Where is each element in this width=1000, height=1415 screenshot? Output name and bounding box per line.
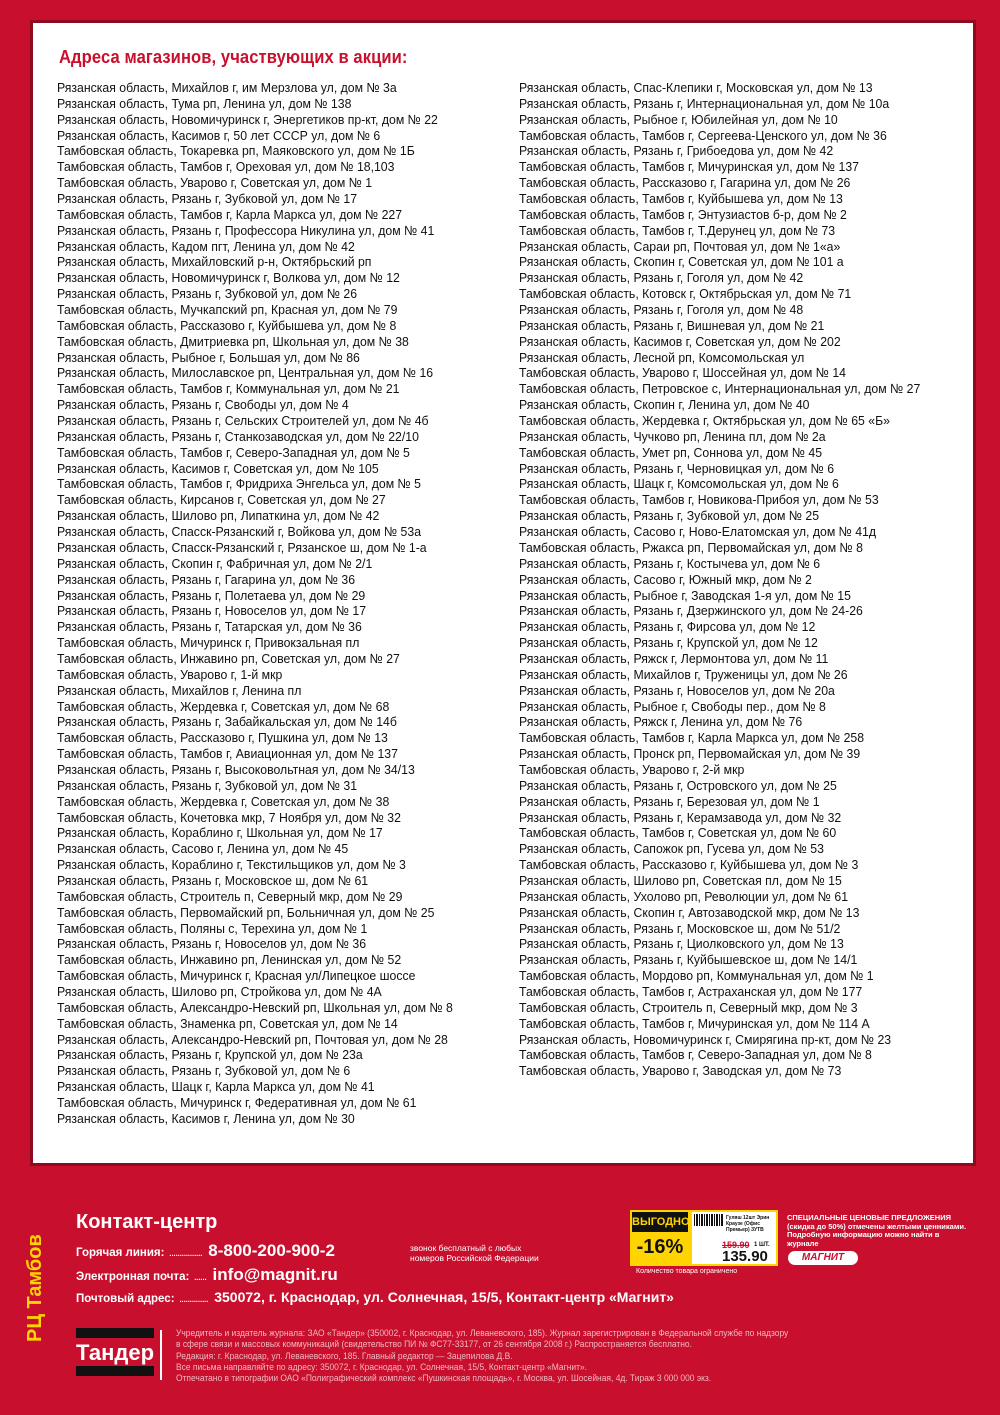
legal-line: Отпечатано в типографии ОАО «Полиграфический комплекс «Пушкинская площадь», г. Москва, ул. Шосейная, 4д. Тираж 3 000 000 экз.	[176, 1373, 712, 1384]
address-item: Тамбовская область, Тамбов г, Мичуринская ул, дом № 114 А	[519, 1015, 870, 1031]
address-item: Рязанская область, Рязань г, Зубковой ул, дом № 17	[57, 191, 358, 207]
address-item: Рязанская область, Рыбное г, Свободы пер., дом № 8	[519, 698, 826, 714]
address-item: Тамбовская область, Рассказово г, Куйбышева ул, дом № 8	[57, 317, 397, 333]
address-item: Рязанская область, Ухолово рп, Революции ул, дом № 61	[519, 888, 849, 904]
address-item: Тамбовская область, Уварово г, 1-й мкр	[57, 666, 283, 682]
address-item: Тамбовская область, Тамбов г, Энтузиастов б-р, дом № 2	[519, 206, 847, 222]
address-item: Рязанская область, Скопин г, Автозаводской мкр, дом № 13	[519, 904, 860, 920]
magnit-logo: МАГНИТ	[788, 1251, 858, 1265]
address-item: Рязанская область, Спас-Клепики г, Московская ул, дом № 13	[519, 80, 873, 95]
address-item: Тамбовская область, Мичуринск г, Привокзальная пл	[57, 635, 360, 651]
address-item: Рязанская область, Касимов г, 50 лет СССР ул, дом № 6	[57, 127, 381, 143]
address-item: Тамбовская область, Инжавино рп, Советская ул, дом № 27	[57, 650, 400, 666]
email-dots: ......	[193, 1271, 207, 1283]
address-item: Рязанская область, Касимов г, Советская ул, дом № 202	[519, 333, 841, 349]
page-title: Адреса магазинов, участвующих в акции:	[59, 47, 408, 67]
address-item: Рязанская область, Рыбное г, Юбилейная ул, дом № 10	[519, 111, 838, 127]
address-item: Рязанская область, Рязань г, Полетаева ул, дом № 29	[57, 587, 366, 603]
email-link[interactable]: info@magnit.ru	[212, 1265, 338, 1284]
address-item: Тамбовская область, Рассказово г, Пушкина ул, дом № 13	[57, 730, 388, 746]
address-item: Тамбовская область, Тамбов г, Коммунальная ул, дом № 21	[57, 381, 400, 397]
address-item: Рязанская область, Скопин г, Советская ул, дом № 101 а	[519, 254, 844, 270]
address-item: Рязанская область, Рязань г, Зубковой ул, дом № 31	[57, 777, 358, 793]
address-item: Тамбовская область, Инжавино рп, Ленинская ул, дом № 52	[57, 952, 402, 968]
address-item: Рязанская область, Рязань г, Дзержинского ул, дом № 24-26	[519, 603, 863, 619]
address-item: Рязанская область, Шилово рп, Липаткина ул, дом № 42	[57, 508, 380, 524]
post-label: Почтовый адрес:	[76, 1293, 175, 1305]
address-item: Тамбовская область, Умет рп, Соннова ул, дом № 45	[519, 444, 823, 460]
free-call-note: звонок бесплатный с любых номеров Российской Федерации	[410, 1243, 539, 1263]
post-dots: ..............	[178, 1293, 208, 1305]
address-item: Тамбовская область, Уварово г, Шоссейная ул, дом № 14	[519, 365, 846, 381]
address-item: Рязанская область, Рязань г, Гоголя ул, дом № 48	[519, 302, 804, 318]
hotline-label: Горячая линия:	[76, 1247, 165, 1259]
address-item: Тамбовская область, Рассказово г, Куйбышева ул, дом № 3	[519, 857, 859, 873]
address-item: Тамбовская область, Тамбов г, Новикова-Прибоя ул, дом № 53	[519, 492, 879, 508]
address-item: Рязанская область, Новомичуринск г, Волкова ул, дом № 12	[57, 270, 400, 286]
address-item: Рязанская область, Рязань г, Циолковского ул, дом № 13	[519, 936, 844, 952]
address-item: Рязанская область, Рязань г, Березовая ул, дом № 1	[519, 793, 820, 809]
address-item: Рязанская область, Рязань г, Сельских Строителей ул, дом № 4б	[57, 413, 429, 429]
address-item: Рязанская область, Спасск-Рязанский г, Рязанское ш, дом № 1-а	[57, 539, 427, 555]
promo-new-price: 135.90	[722, 1248, 768, 1265]
address-item: Рязанская область, Кораблино г, Текстильщиков ул, дом № 3	[57, 857, 406, 873]
address-item: Тамбовская область, Тамбов г, Ореховая ул, дом № 18,103	[57, 159, 395, 175]
address-item: Тамбовская область, Уварово г, Заводская ул, дом № 73	[519, 1063, 842, 1079]
address-item: Рязанская область, Рыбное г, Заводская 1-я ул, дом № 15	[519, 587, 851, 603]
address-item: Рязанская область, Рязань г, Интернациональная ул, дом № 10а	[519, 95, 890, 111]
address-item: Тамбовская область, Ржакса рп, Первомайская ул, дом № 8	[519, 539, 863, 555]
hotline-phone-link[interactable]: 8-800-200-900-2	[208, 1241, 335, 1260]
address-item: Рязанская область, Касимов г, Ленина ул, дом № 30	[57, 1110, 355, 1126]
logo-divider	[160, 1330, 162, 1380]
address-item: Рязанская область, Рязань г, Московское ш, дом № 61	[57, 872, 369, 888]
address-item: Тамбовская область, Мичуринск г, Красная ул/Липецкое шоссе	[57, 968, 416, 984]
address-list-right	[519, 80, 950, 1079]
address-item: Рязанская область, Александро-Невский рп, Почтовая ул, дом № 28	[57, 1031, 448, 1047]
address-item: Тамбовская область, Тамбов г, Астраханская ул, дом № 177	[519, 983, 863, 999]
address-item: Рязанская область, Рязань г, Станкозаводская ул, дом № 22/10	[57, 428, 419, 444]
address-item: Рязанская область, Скопин г, Фабричная ул, дом № 2/1	[57, 555, 373, 571]
address-item: Рязанская область, Рязань г, Зубковой ул, дом № 6	[57, 1063, 351, 1079]
address-item: Рязанская область, Михайлов г, им Мерзлова ул, дом № 3а	[57, 80, 397, 95]
address-item: Рязанская область, Михайлов г, Ленина пл	[57, 682, 302, 698]
address-item: Рязанская область, Скопин г, Ленина ул, дом № 40	[519, 397, 810, 413]
address-item: Тамбовская область, Токаревка рп, Маяковского ул, дом № 1Б	[57, 143, 415, 159]
address-item: Тамбовская область, Уварово г, 2-й мкр	[519, 761, 745, 777]
address-item: Тамбовская область, Тамбов г, Северо-Западная ул, дом № 5	[57, 444, 410, 460]
address-item: Рязанская область, Рязань г, Татарская ул, дом № 36	[57, 619, 362, 635]
address-item: Тамбовская область, Жердевка г, Советская ул, дом № 38	[57, 793, 390, 809]
address-item: Рязанская область, Рязань г, Куйбышевское ш, дом № 14/1	[519, 952, 858, 968]
addresses-frame	[30, 20, 976, 1166]
address-item: Тамбовская область, Уварово г, Советская ул, дом № 1	[57, 175, 373, 191]
rc-label: РЦ Тамбов	[24, 1234, 46, 1342]
address-item: Тамбовская область, Строитель п, Северный мкр, дом № 29	[57, 888, 403, 904]
address-item: Тамбовская область, Тамбов г, Карла Маркса ул, дом № 227	[57, 206, 403, 222]
address-item: Рязанская область, Чучково рп, Ленина пл, дом № 2а	[519, 428, 826, 444]
legal-imprint	[176, 1328, 976, 1384]
address-item: Рязанская область, Рязань г, Костычева ул, дом № 6	[519, 555, 821, 571]
address-item: Тамбовская область, Мучкапский рп, Красная ул, дом № 79	[57, 302, 398, 318]
address-item: Рязанская область, Рязань г, Зубковой ул, дом № 25	[519, 508, 820, 524]
hotline-row	[76, 1241, 335, 1261]
tander-logo-text: Тандер	[76, 1340, 155, 1365]
address-item: Тамбовская область, Тамбов г, Куйбышева ул, дом № 13	[519, 191, 843, 207]
address-item: Тамбовская область, Тамбов г, Т.Дерунец ул, дом № 73	[519, 222, 836, 238]
address-item: Рязанская область, Касимов г, Советская ул, дом № 105	[57, 460, 379, 476]
address-item: Тамбовская область, Котовск г, Октябрьская ул, дом № 71	[519, 286, 852, 302]
address-item: Рязанская область, Рязань г, Московское ш, дом № 51/2	[519, 920, 841, 936]
address-item: Рязанская область, Рязань г, Профессора Никулина ул, дом № 41	[57, 222, 435, 238]
address-item: Рязанская область, Рязань г, Грибоедова ул, дом № 42	[519, 143, 834, 159]
address-item: Рязанская область, Пронск рп, Первомайская ул, дом № 39	[519, 746, 861, 762]
promo-product-name: Гуляш 12шт Эрин Краузе (Офис Премьер) ЗУТВ	[726, 1215, 770, 1233]
address-item: Рязанская область, Рязань г, Высоковольтная ул, дом № 34/13	[57, 761, 415, 777]
promo-discount-percent: -16%	[636, 1236, 684, 1258]
address-item: Рязанская область, Рязань г, Крупской ул, дом № 23а	[57, 1047, 363, 1063]
address-item: Рязанская область, Михайлов г, Труженицы ул, дом № 26	[519, 666, 848, 682]
address-item: Тамбовская область, Поляны с, Терехина ул, дом № 1	[57, 920, 368, 936]
address-item: Рязанская область, Ряжск г, Лермонтова ул, дом № 11	[519, 650, 829, 666]
address-item: Рязанская область, Рязань г, Островского ул, дом № 25	[519, 777, 837, 793]
address-item: Рязанская область, Сасово г, Южный мкр, дом № 2	[519, 571, 812, 587]
address-item: Тамбовская область, Кирсанов г, Советская ул, дом № 27	[57, 492, 386, 508]
address-item: Рязанская область, Рязань г, Новоселов ул, дом № 36	[57, 936, 367, 952]
legal-line: Редакция: г. Краснодар, ул. Леваневского, 185. Главный редактор — Зацепилова Д.В.	[176, 1350, 513, 1361]
address-item: Рязанская область, Милославское рп, Центральная ул, дом № 16	[57, 365, 434, 381]
address-list-left	[57, 80, 483, 1127]
address-item: Тамбовская область, Рассказово г, Гагарина ул, дом № 26	[519, 175, 851, 191]
hotline-dots: ................	[168, 1247, 202, 1259]
promo-vygodno-label: ВЫГОДНО	[632, 1212, 688, 1232]
address-item: Рязанская область, Ряжск г, Ленина ул, дом № 76	[519, 714, 803, 730]
address-item: Рязанская область, Рязань г, Зубковой ул, дом № 26	[57, 286, 358, 302]
contact-title: Контакт-центр	[76, 1211, 218, 1233]
address-item: Рязанская область, Кораблино г, Школьная ул, дом № 17	[57, 825, 383, 841]
address-item: Рязанская область, Рязань г, Черновицкая ул, дом № 6	[519, 460, 835, 476]
barcode-icon	[694, 1214, 724, 1226]
address-item: Рязанская область, Рязань г, Фирсова ул, дом № 12	[519, 619, 816, 635]
address-item: Тамбовская область, Тамбов г, Фридриха Энгельса ул, дом № 5	[57, 476, 421, 492]
legal-line: в сфере связи и массовых коммуникаций (свидетельство ПИ № ФС77-33177, от 26 сентября 2008 г.) Распространяется бесплатно.	[176, 1339, 692, 1350]
email-label: Электронная почта:	[76, 1271, 190, 1283]
post-address: 350072, г. Краснодар, ул. Солнечная, 15/5, Контакт-центр «Магнит»	[214, 1289, 674, 1305]
address-item: Тамбовская область, Кочетовка мкр, 7 Ноября ул, дом № 32	[57, 809, 401, 825]
address-item: Рязанская область, Рязань г, Свободы ул, дом № 4	[57, 397, 349, 413]
email-row	[76, 1265, 338, 1285]
address-item: Рязанская область, Рязань г, Керамзавода ул, дом № 32	[519, 809, 842, 825]
promo-qty: 1 ШТ.	[754, 1242, 770, 1248]
address-item: Рязанская область, Рязань г, Новоселов ул, дом № 20а	[519, 682, 835, 698]
address-item: Рязанская область, Тума рп, Ленина ул, дом № 138	[57, 95, 352, 111]
promo-limited-note: Количество товара ограничено	[636, 1268, 738, 1275]
promo-panel	[692, 1212, 776, 1264]
address-item: Рязанская область, Сараи рп, Почтовая ул, дом № 1«а»	[519, 238, 841, 254]
address-item: Рязанская область, Шилово рп, Стройкова ул, дом № 4А	[57, 983, 382, 999]
address-item: Рязанская область, Рязань г, Крупской ул, дом № 12	[519, 635, 818, 651]
address-item: Рязанская область, Новомичуринск г, Смирягина пр-кт, дом № 23	[519, 1031, 892, 1047]
address-item: Рязанская область, Лесной рп, Комсомольская ул	[519, 349, 805, 365]
promo-old-price: 159.90	[722, 1240, 750, 1250]
address-item: Тамбовская область, Мичуринск г, Федеративная ул, дом № 61	[57, 1095, 417, 1110]
address-item: Тамбовская область, Тамбов г, Северо-Западная ул, дом № 8	[519, 1047, 872, 1063]
tander-logo	[76, 1328, 156, 1376]
address-item: Рязанская область, Рязань г, Новоселов ул, дом № 17	[57, 603, 367, 619]
address-item: Рязанская область, Сасово г, Ново-Елатомская ул, дом № 41д	[519, 524, 877, 540]
address-item: Рязанская область, Рыбное г, Большая ул, дом № 86	[57, 349, 360, 365]
address-item: Рязанская область, Рязань г, Вишневая ул, дом № 21	[519, 317, 825, 333]
address-item: Тамбовская область, Жердевка г, Советская ул, дом № 68	[57, 698, 390, 714]
address-item: Рязанская область, Шацк г, Комсомольская ул, дом № 6	[519, 476, 839, 492]
address-item: Тамбовская область, Тамбов г, Советская ул, дом № 60	[519, 825, 837, 841]
address-item: Рязанская область, Михайловский р-н, Октябрьский рп	[57, 254, 372, 270]
address-item: Рязанская область, Шилово рп, Советская пл, дом № 15	[519, 872, 842, 888]
address-item: Рязанская область, Рязань г, Забайкальская ул, дом № 14б	[57, 714, 397, 730]
address-item: Тамбовская область, Мордово рп, Коммунальная ул, дом № 1	[519, 968, 874, 984]
promo-price-tag	[630, 1210, 778, 1278]
post-row	[76, 1289, 674, 1307]
address-item: Рязанская область, Новомичуринск г, Энергетиков пр-кт, дом № 22	[57, 111, 438, 127]
address-item: Рязанская область, Сасово г, Ленина ул, дом № 45	[57, 841, 349, 857]
address-item: Тамбовская область, Тамбов г, Мичуринская ул, дом № 137	[519, 159, 859, 175]
address-item: Тамбовская область, Знаменка рп, Советская ул, дом № 14	[57, 1015, 398, 1031]
address-item: Тамбовская область, Жердевка г, Октябрьская ул, дом № 65 «Б»	[519, 413, 890, 429]
address-item: Рязанская область, Рязань г, Гоголя ул, дом № 42	[519, 270, 804, 286]
address-item: Тамбовская область, Петровское с, Интернациональная ул, дом № 27	[519, 381, 921, 397]
address-item: Рязанская область, Рязань г, Гагарина ул, дом № 36	[57, 571, 356, 587]
legal-line: Учредитель и издатель журнала: ЗАО «Тандер» (350002, г. Краснодар, ул. Леваневского, 185). Журнал зарегистрирован в Федеральной службе по надзору	[176, 1328, 789, 1338]
address-item: Тамбовская область, Тамбов г, Карла Маркса ул, дом № 258	[519, 730, 865, 746]
address-item: Рязанская область, Сапожок рп, Гусева ул, дом № 53	[519, 841, 824, 857]
legal-line: Все письма направляйте по адресу: 350072, г. Краснодар, ул. Солнечная, 15/5, Контакт-центр «Магнит».	[176, 1361, 587, 1372]
address-item: Тамбовская область, Строитель п, Северный мкр, дом № 3	[519, 999, 858, 1015]
address-item: Рязанская область, Спасск-Рязанский г, Войкова ул, дом № 53а	[57, 524, 422, 540]
address-item: Рязанская область, Кадом пгт, Ленина ул, дом № 42	[57, 238, 355, 254]
address-item: Рязанская область, Шацк г, Карла Маркса ул, дом № 41	[57, 1079, 375, 1095]
address-item: Тамбовская область, Тамбов г, Сергеева-Ценского ул, дом № 36	[519, 127, 887, 143]
special-offers-text: СПЕЦИАЛЬНЫЕ ЦЕНОВЫЕ ПРЕДЛОЖЕНИЯ (скидка до 50%) отмечены желтыми ценниками. Подробную информацию можно найти в журнале	[787, 1213, 967, 1248]
address-item: Тамбовская область, Александро-Невский рп, Школьная ул, дом № 8	[57, 999, 453, 1015]
address-item: Тамбовская область, Тамбов г, Авиационная ул, дом № 137	[57, 746, 398, 762]
address-item: Тамбовская область, Дмитриевка рп, Школьная ул, дом № 38	[57, 333, 409, 349]
address-item: Тамбовская область, Первомайский рп, Больничная ул, дом № 25	[57, 904, 435, 920]
